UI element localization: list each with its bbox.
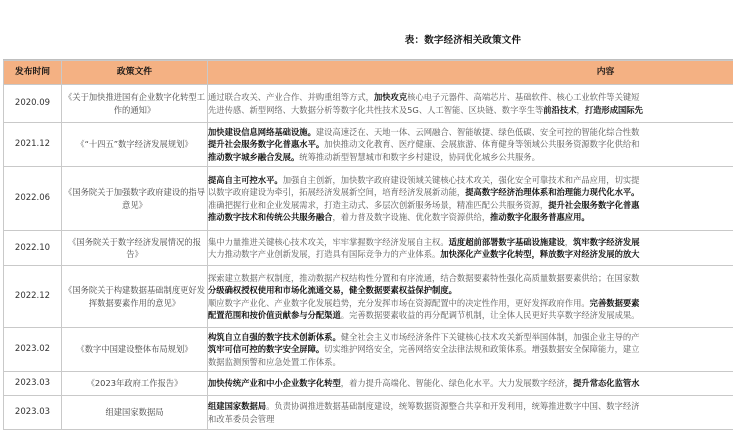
content-text: 。负责协调推进数据基础制度建设，统筹数据资源整合共享和开发利用，统筹推进数字中国、数字经济 xyxy=(266,401,640,411)
content-text: 健全社会主义市场经济条件下关键核心技术攻关新型举国体制，加强企业主导的产 xyxy=(340,331,640,342)
row-date: 2021.12 xyxy=(4,123,62,167)
content-bold-text: 加快传统产业和中小企业数字化转型 xyxy=(208,378,341,389)
content-text: ， xyxy=(576,104,585,115)
content-line xyxy=(208,343,733,356)
content-bold-text: 推动数字技术和传统公共服务融合 xyxy=(208,212,333,222)
content-text: ，着力提升高端化、智能化、绿色化水平。大力发展数字经济， xyxy=(340,378,574,389)
content-bold-text: 分级确权授权使用和市场化流通交易，健全数据要素权益保护制度。 xyxy=(208,285,457,295)
content-bold-text: 适度超前部署数字基础设施建设 xyxy=(448,236,565,247)
header-date: 发布时间 xyxy=(4,61,62,85)
row-content xyxy=(208,231,733,266)
content-text: 通过联合攻关、产业合作、并购重组等方式， xyxy=(208,92,374,102)
table-header-row xyxy=(4,61,733,85)
content-text: ， xyxy=(564,236,574,247)
content-line xyxy=(208,199,733,212)
content-line xyxy=(208,174,733,187)
content-line xyxy=(208,413,733,426)
content-text: 探索建立数据产权制度，推动数据产权结构性分置和有序流通，结合数据要素特性强化高质量数据要素供给；在国家数 xyxy=(208,272,640,283)
content-line xyxy=(208,356,733,369)
content-bold-text: 提升常态化监管水 xyxy=(573,378,640,389)
header-document: 政策文件 xyxy=(62,61,208,85)
content-bold-text: 推动数字城乡融合发展。 xyxy=(208,151,300,162)
table-row xyxy=(4,231,733,266)
row-date: 2023.03 xyxy=(4,396,62,430)
content-line xyxy=(208,309,733,322)
content-text: 建设高速泛在、天地一体、云网融合、智能敏捷、绿色低碳、安全可控的智能化综合性数 xyxy=(315,126,640,137)
row-date: 2022.10 xyxy=(4,231,62,266)
row-content xyxy=(208,372,733,396)
policy-table xyxy=(3,60,733,430)
content-text: 和改革委员会管理 xyxy=(208,413,275,424)
content-line xyxy=(208,126,733,139)
content-line xyxy=(208,297,733,310)
content-line xyxy=(208,104,733,117)
row-document: 《国务院关于构建数据基础制度更好发挥数据要素作用的意见》 xyxy=(62,266,208,328)
content-bold-text: 前沿技术 xyxy=(543,104,577,115)
row-document: 《国务院关于加强数字政府建设的指导意见》 xyxy=(62,167,208,231)
content-text: 核心电子元器件、高端芯片、基础软件、核心工业软件等关键短 xyxy=(407,92,640,102)
row-document: 《国务院关于数字经济发展情况的报告》 xyxy=(62,231,208,266)
content-line xyxy=(208,138,733,151)
content-text: 准确把握行业和企业发展需求，打造主动式、多层次创新服务场景，精准匹配公共服务资源， xyxy=(208,199,549,210)
row-content xyxy=(208,328,733,372)
row-content xyxy=(208,85,733,123)
content-line xyxy=(208,400,733,413)
content-bold-text: 推动数字化服务普惠应用。 xyxy=(490,212,590,222)
content-text: 数据监测预警和应急处置工作体系。 xyxy=(208,356,341,367)
row-document: 《关于加快推进国有企业数字化转型工作的通知》 xyxy=(62,85,208,123)
content-text: 先进传感、新型网络、大数据分析等数字化共性技术及5G、人工智能、区块链、数字孪生等 xyxy=(208,104,544,115)
content-bold-text: 提升社会服务数字化普惠 xyxy=(548,199,640,210)
content-line xyxy=(208,331,733,344)
content-bold-text: 打造形成国际先 xyxy=(584,104,643,115)
content-bold-text: 提高自主可控水平。 xyxy=(208,174,283,185)
row-content xyxy=(208,396,733,430)
table-row xyxy=(4,372,733,396)
table-row xyxy=(4,123,733,167)
content-bold-text: 加快攻克 xyxy=(373,92,408,102)
row-document: 《数字中国建设整体布局规划》 xyxy=(62,328,208,372)
content-line xyxy=(208,284,733,297)
content-text: 以数字政府建设为牵引，拓展经济发展新空间，培育经济发展新动能， xyxy=(208,187,466,197)
content-bold-text: 筑牢数字经济发展 xyxy=(573,236,640,247)
content-bold-text: 加快建设信息网络基础设施。 xyxy=(208,126,316,137)
header-content: 内容 xyxy=(208,61,733,85)
row-content xyxy=(208,167,733,231)
content-line xyxy=(208,211,733,224)
table-caption: 表：数字经济相关政策文件 xyxy=(404,35,522,46)
content-bold-text: 筑牢可信可控的数字安全屏障。 xyxy=(208,344,325,355)
row-date: 2020.09 xyxy=(4,85,62,123)
content-text: 集中力量推进关键核心技术攻关，牢牢掌握数字经济发展自主权。 xyxy=(208,236,449,247)
row-date: 2023.03 xyxy=(4,372,62,396)
content-bold-text: 提升社会服务数字化普惠水平。 xyxy=(208,139,325,150)
content-text: 顺应数字产业化、产业数字化发展趋势，充分发挥市场在资源配置中的决定性作用，更好发挥政府作用。 xyxy=(208,297,590,308)
row-date: 2023.02 xyxy=(4,328,62,372)
content-bold-text: 组建国家数据局 xyxy=(208,401,267,411)
row-date: 2022.12 xyxy=(4,266,62,328)
content-bold-text: 构筑自立自强的数字技术创新体系。 xyxy=(208,331,341,342)
content-bold-text: 完善数据要素 xyxy=(589,297,640,308)
row-document: 《2023年政府工作报告》 xyxy=(62,372,208,396)
content-text: ，着力普及数字设施、优化数字资源供给， xyxy=(332,212,491,222)
table-row xyxy=(4,328,733,372)
row-content xyxy=(208,123,733,167)
content-bold-text: 加快深化产业数字化转型，释放数字对经济发展的放大 xyxy=(440,249,640,259)
content-line xyxy=(208,91,733,104)
content-text: 加强自主创新，加快数字政府建设领域关键核心技术攻关，强化安全可靠技术和产品应用，切实提 xyxy=(282,174,640,185)
table-row xyxy=(4,167,733,231)
row-date: 2022.06 xyxy=(4,167,62,231)
table-row xyxy=(4,266,733,328)
row-document: 《“十四五”数字经济发展规划》 xyxy=(62,123,208,167)
content-bold-text: 提高数字经济治理体系和治理能力现代化水平。 xyxy=(465,187,640,197)
content-line xyxy=(208,186,733,199)
table-row xyxy=(4,396,733,430)
content-line xyxy=(208,151,733,164)
content-line xyxy=(208,236,733,249)
content-text: 切实维护网络安全，完善网络安全法律法规和政策体系。增强数据安全保障能力，建立 xyxy=(324,344,640,355)
content-text: 大力推动数字产业创新发展，打造具有国际竞争力的产业体系。 xyxy=(208,249,441,259)
content-text: 统筹推动新型智慧城市和数字乡村建设，协同优化城乡公共服务。 xyxy=(299,151,540,162)
content-line xyxy=(208,272,733,285)
content-text: 加快推动文化教育、医疗健康、会展旅游、体育健身等领域公共服务资源数字化供给和 xyxy=(324,139,640,150)
row-content xyxy=(208,266,733,328)
content-bold-text: 配置范围和按价值贡献参与分配渠道 xyxy=(208,310,341,320)
content-line xyxy=(208,377,733,390)
table-row xyxy=(4,85,733,123)
content-text: 。完善数据要素收益的再分配调节机制，让全体人民更好共享数字经济发展成果。 xyxy=(340,310,640,320)
row-document: 组建国家数据局 xyxy=(62,396,208,430)
content-line xyxy=(208,248,733,261)
